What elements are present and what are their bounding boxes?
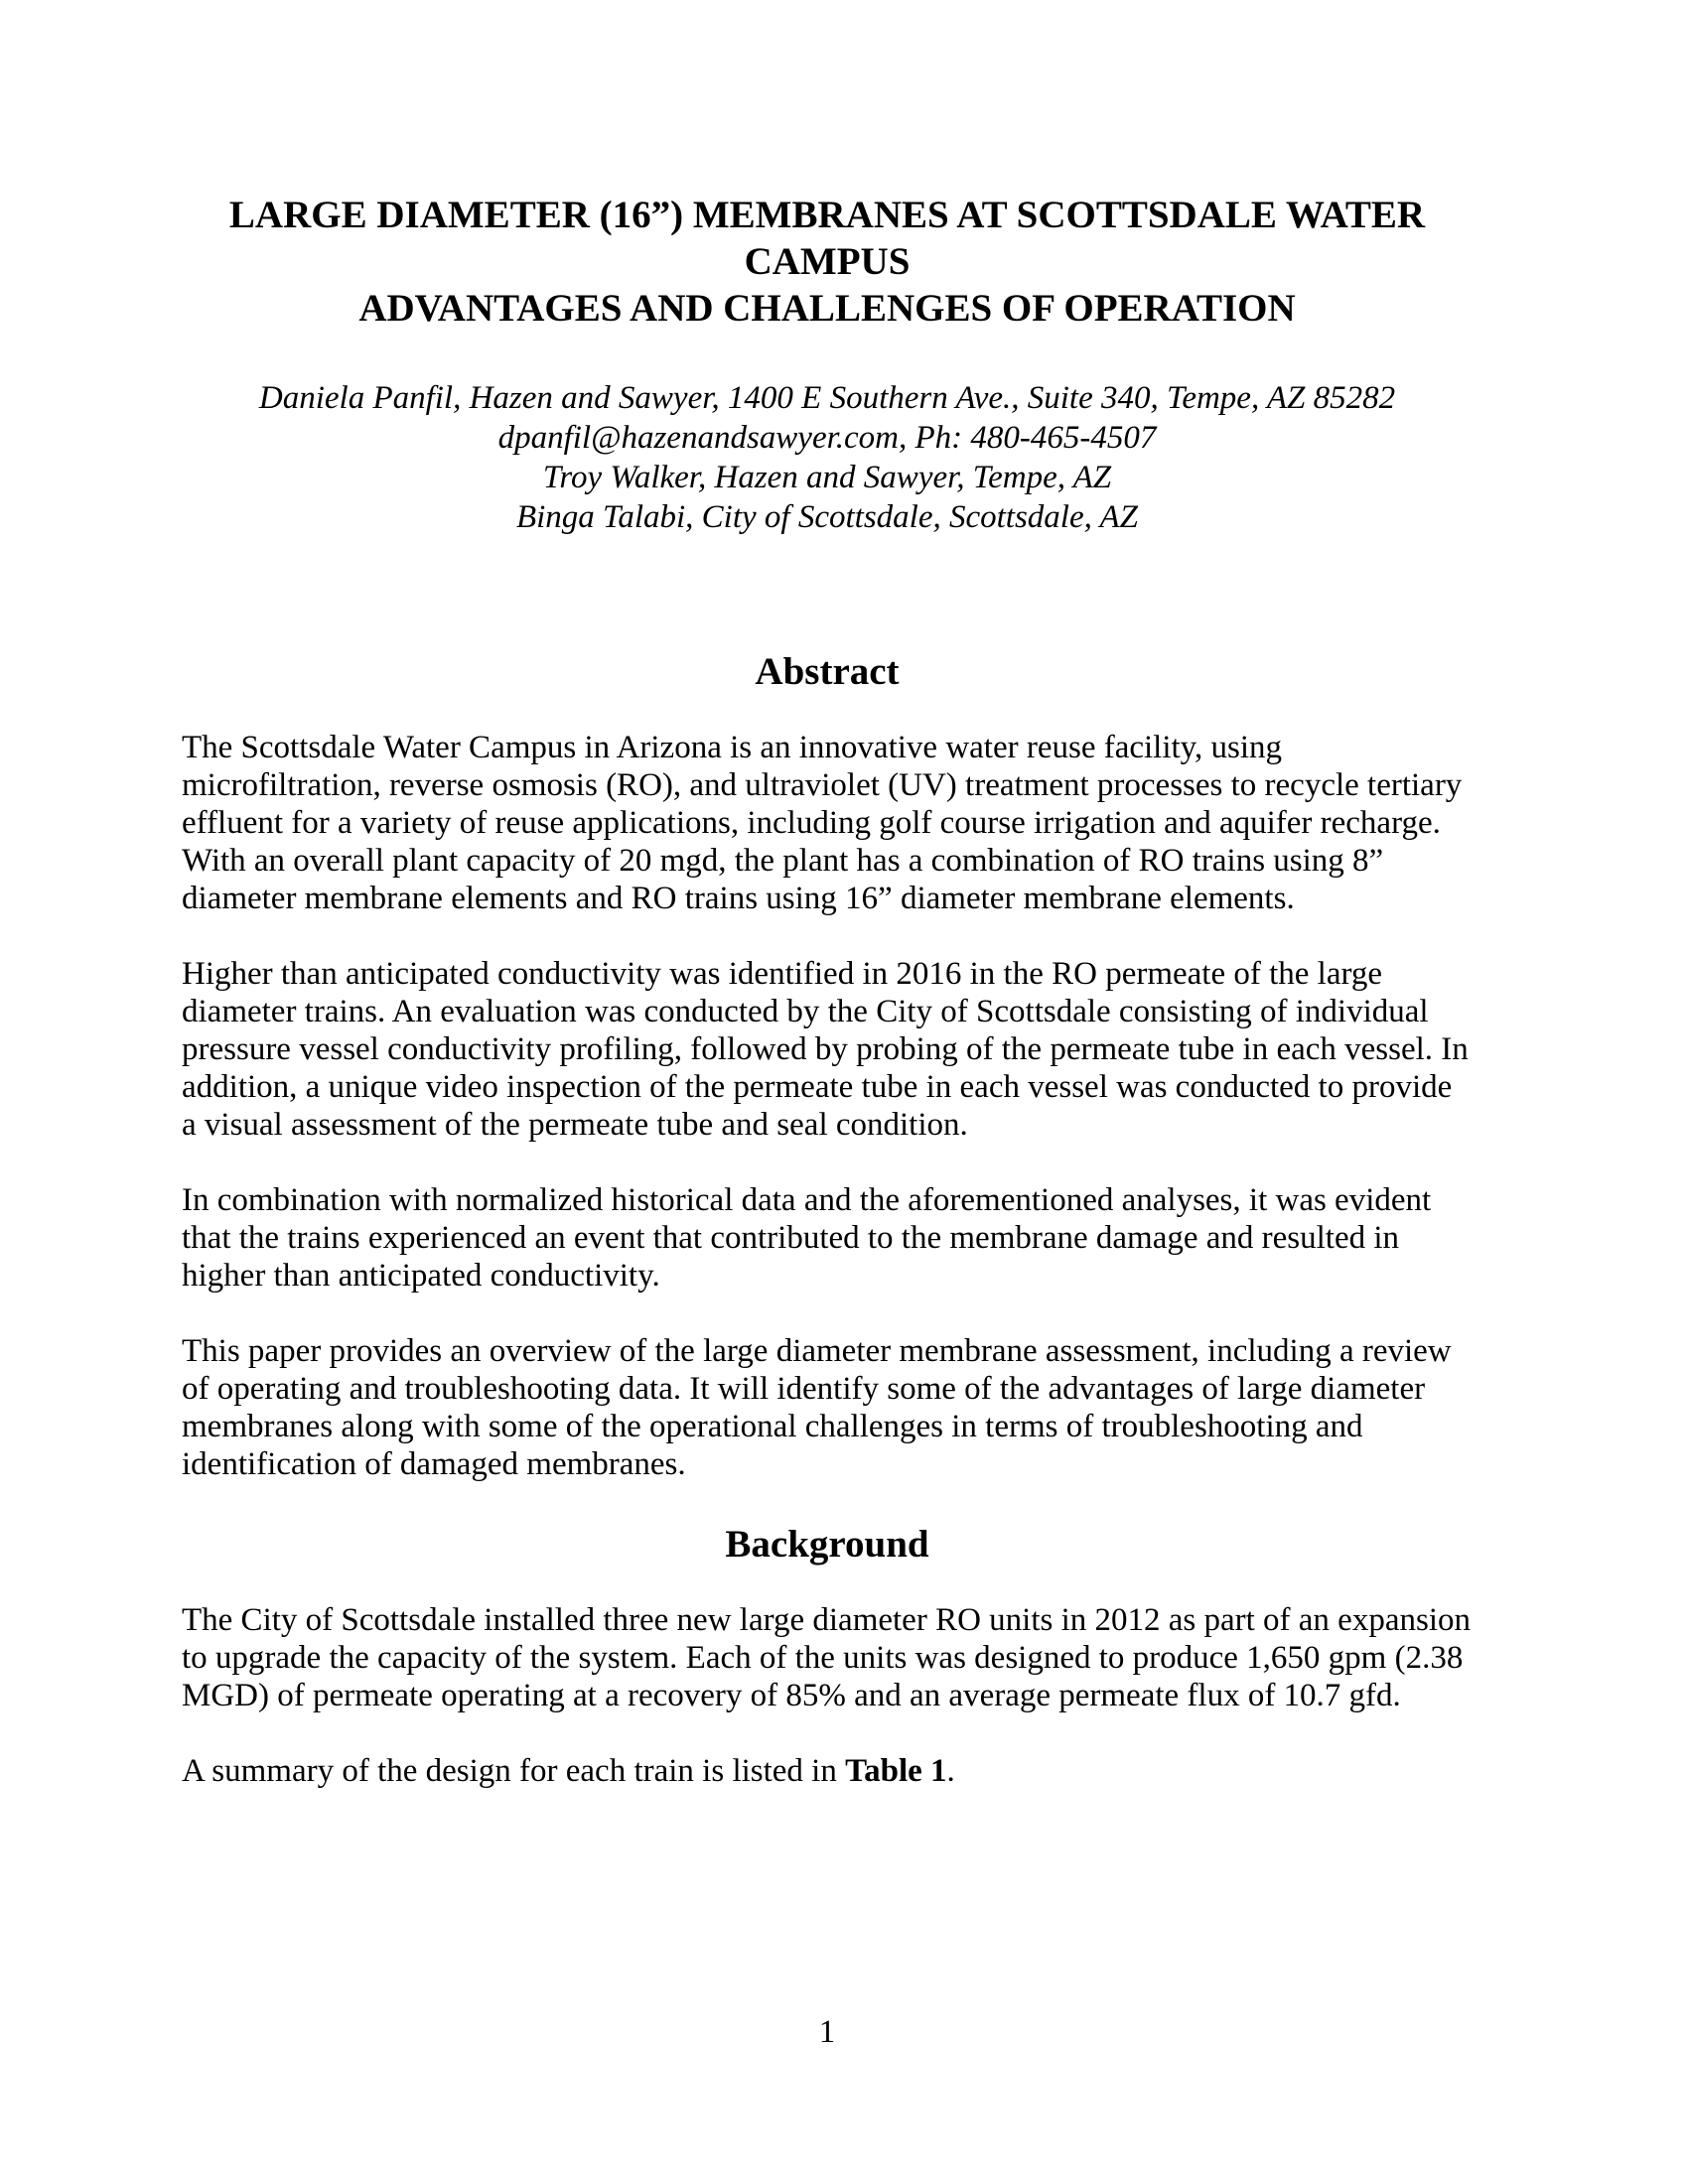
background-paragraph-1: The City of Scottsdale installed three new large diameter RO units in 2012 as part of an expansion to upgrade the capacity of the system. Each of the units was designed to produce 1,650 gpm (2.38 MGD) of permeate operating at a recovery of 85% and an average permeate flux of 10.7 gfd. [182, 1602, 1471, 1713]
title-line-3: ADVANTAGES AND CHALLENGES OF OPERATION [358, 287, 1296, 330]
abstract-heading: Abstract [755, 650, 900, 693]
background-heading: Background [725, 1523, 929, 1566]
author-line-2: Troy Walker, Hazen and Sawyer, Tempe, AZ [542, 460, 1112, 495]
paper-title [182, 192, 1473, 332]
abstract-paragraph-4: This paper provides an overview of the large diameter membrane assessment, including a review of operating and troubleshooting data. It will identify some of the advantages of large diameter membranes along with some of the operational challenges in terms of troubleshooting and identification of damaged membranes. [182, 1333, 1452, 1482]
title-line-1: LARGE DIAMETER (16”) MEMBRANES AT SCOTTSDALE WATER [228, 194, 1426, 236]
title-line-2: CAMPUS [744, 240, 911, 283]
abstract-paragraph-3: In combination with normalized historical data and the aforementioned analyses, it was evident that the trains experienced an event that contributed to the membrane damage and resulted in higher than anticipated conductivity. [182, 1182, 1432, 1294]
author-line-3: Binga Talabi, City of Scottsdale, Scottsdale, AZ [515, 499, 1139, 535]
author-line-1: Daniela Panfil, Hazen and Sawyer, 1400 E Southern Ave., Suite 340, Tempe, AZ 85282 [258, 380, 1396, 416]
table-1-reference: Table 1 [845, 1753, 947, 1789]
author-block [182, 378, 1473, 537]
abstract-paragraph-2: Higher than anticipated conductivity was identified in 2016 in the RO permeate of the large diameter trains. An evaluation was conducted by the City of Scottsdale consisting of individual pressure vessel conductivity profiling, followed by probing of the permeate tube in each vessel. In addition, a unique video inspection of the permeate tube in each vessel was conducted to provide a visual assessment of the permeate tube and seal condition. [182, 956, 1469, 1143]
abstract-paragraph-1: The Scottsdale Water Campus in Arizona is an innovative water reuse facility, using microfiltration, reverse osmosis (RO), and ultraviolet (UV) treatment processes to recycle tertiary effluent for a variety of reuse applications, including golf course irrigation and aquifer recharge. With an overall plant capacity of 20 mgd, the plant has a combination of RO trains using 8” diameter membrane elements and RO trains using 16” diameter membrane elements. [182, 730, 1463, 916]
table-reference-line [182, 1752, 1473, 1790]
table-reference-suffix: . [946, 1753, 955, 1789]
table-reference-prefix: A summary of the design for each train is listed in [182, 1753, 846, 1789]
page-number: 1 [818, 2014, 836, 2050]
author-contact-line: dpanfil@hazenandsawyer.com, Ph: 480-465-4507 [497, 420, 1157, 456]
